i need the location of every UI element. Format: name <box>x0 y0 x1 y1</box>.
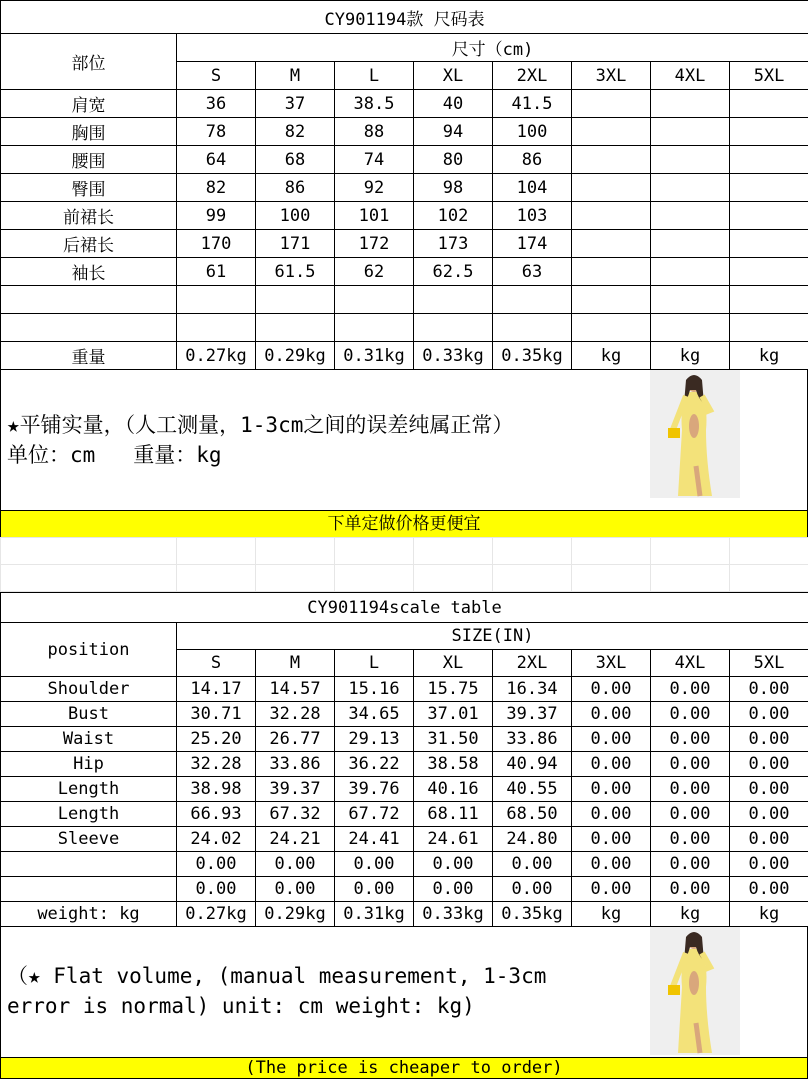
size-value-cell: 92 <box>335 174 414 202</box>
table-row <box>1 202 808 230</box>
size-unit-header: SIZE(IN) <box>177 623 808 650</box>
size-value-cell: 33.86 <box>256 752 335 777</box>
table-row <box>1 90 808 118</box>
size-value-cell: 63 <box>493 258 572 286</box>
size-value-cell: 101 <box>335 202 414 230</box>
size-value-cell <box>651 230 730 258</box>
table-row <box>1 827 808 852</box>
size-value-cell: 0.00 <box>572 677 651 702</box>
size-value-cell: 170 <box>177 230 256 258</box>
size-value-cell <box>730 258 808 286</box>
size-value-cell: 36.22 <box>335 752 414 777</box>
size-table-en <box>0 592 808 927</box>
size-chart-en <box>0 592 808 1079</box>
size-value-cell <box>256 286 335 314</box>
size-value-cell: 37.01 <box>414 702 493 727</box>
size-value-cell: 24.41 <box>335 827 414 852</box>
row-label: Bust <box>1 702 177 727</box>
size-value-cell: 0.00 <box>651 702 730 727</box>
table-title: CY901194款 尺码表 <box>1 1 808 34</box>
size-value-cell: 0.00 <box>256 877 335 902</box>
size-value-cell: 0.35kg <box>493 902 572 927</box>
product-photo <box>650 927 740 1055</box>
size-value-cell: 0.27kg <box>177 902 256 927</box>
size-value-cell: 40 <box>414 90 493 118</box>
size-value-cell <box>572 118 651 146</box>
size-value-cell: 26.77 <box>256 727 335 752</box>
size-value-cell: 0.00 <box>730 827 808 852</box>
size-value-cell <box>730 314 808 342</box>
row-label: Hip <box>1 752 177 777</box>
size-value-cell: 0.00 <box>256 852 335 877</box>
size-value-cell: 24.61 <box>414 827 493 852</box>
size-header: S <box>177 650 256 677</box>
size-value-cell: 0.29kg <box>256 342 335 370</box>
size-value-cell: 24.21 <box>256 827 335 852</box>
size-value-cell: 172 <box>335 230 414 258</box>
size-value-cell <box>651 258 730 286</box>
size-value-cell <box>572 230 651 258</box>
size-value-cell: 16.34 <box>493 677 572 702</box>
size-value-cell <box>572 286 651 314</box>
size-value-cell: 14.17 <box>177 677 256 702</box>
size-value-cell <box>651 286 730 314</box>
table-title: CY901194scale table <box>1 593 808 623</box>
table-row <box>1 314 808 342</box>
size-value-cell: 82 <box>256 118 335 146</box>
size-value-cell: 0.00 <box>335 852 414 877</box>
size-value-cell: 100 <box>256 202 335 230</box>
size-value-cell: 171 <box>256 230 335 258</box>
size-value-cell <box>651 314 730 342</box>
size-value-cell: 0.00 <box>177 877 256 902</box>
size-value-cell: 62.5 <box>414 258 493 286</box>
size-value-cell: 0.31kg <box>335 902 414 927</box>
size-value-cell: 0.00 <box>651 777 730 802</box>
size-value-cell <box>730 90 808 118</box>
table-row <box>1 877 808 902</box>
size-value-cell <box>730 202 808 230</box>
size-value-cell: 0.00 <box>572 727 651 752</box>
size-value-cell: 0.00 <box>730 752 808 777</box>
size-value-cell: 103 <box>493 202 572 230</box>
table-row <box>1 802 808 827</box>
row-label: 臀围 <box>1 174 177 202</box>
size-value-cell <box>651 146 730 174</box>
size-value-cell: 38.98 <box>177 777 256 802</box>
size-value-cell: 38.5 <box>335 90 414 118</box>
size-value-cell: 40.55 <box>493 777 572 802</box>
size-value-cell: 0.00 <box>730 702 808 727</box>
size-value-cell: 67.72 <box>335 802 414 827</box>
size-header: 4XL <box>651 62 730 90</box>
size-value-cell: 31.50 <box>414 727 493 752</box>
size-value-cell <box>493 286 572 314</box>
size-value-cell: 40.16 <box>414 777 493 802</box>
size-value-cell: 0.00 <box>651 802 730 827</box>
size-value-cell: 25.20 <box>177 727 256 752</box>
size-value-cell: 68.11 <box>414 802 493 827</box>
size-header: M <box>256 650 335 677</box>
size-value-cell: kg <box>572 342 651 370</box>
size-header: 2XL <box>493 650 572 677</box>
size-value-cell: 15.16 <box>335 677 414 702</box>
table-row <box>1 286 808 314</box>
size-value-cell <box>335 286 414 314</box>
size-header: L <box>335 650 414 677</box>
size-value-cell <box>730 230 808 258</box>
size-value-cell: 0.00 <box>572 802 651 827</box>
size-value-cell <box>572 90 651 118</box>
size-value-cell: 0.00 <box>414 877 493 902</box>
size-unit-header: 尺寸（cm) <box>177 34 808 62</box>
table-row <box>1 342 808 370</box>
table-row <box>1 174 808 202</box>
size-value-cell: 0.00 <box>572 827 651 852</box>
size-value-cell: 34.65 <box>335 702 414 727</box>
size-value-cell: 102 <box>414 202 493 230</box>
size-value-cell <box>493 314 572 342</box>
row-label: 后裙长 <box>1 230 177 258</box>
row-label: 袖长 <box>1 258 177 286</box>
size-value-cell: 88 <box>335 118 414 146</box>
size-value-cell: kg <box>651 902 730 927</box>
banner-cn: 下单定做价格更便宜 <box>0 510 808 538</box>
note-line-1: （★ Flat volume, (manual measurement, 1-3cm <box>7 964 547 988</box>
size-value-cell: 64 <box>177 146 256 174</box>
part-header: position <box>1 623 177 677</box>
row-label: Length <box>1 802 177 827</box>
size-value-cell <box>414 286 493 314</box>
size-value-cell <box>730 118 808 146</box>
size-value-cell: 24.02 <box>177 827 256 852</box>
size-value-cell <box>730 146 808 174</box>
row-label <box>1 286 177 314</box>
row-label <box>1 852 177 877</box>
size-value-cell <box>651 90 730 118</box>
table-row <box>1 258 808 286</box>
size-value-cell: 15.75 <box>414 677 493 702</box>
size-value-cell: 61 <box>177 258 256 286</box>
size-value-cell: 68 <box>256 146 335 174</box>
size-value-cell: 0.35kg <box>493 342 572 370</box>
size-header: 2XL <box>493 62 572 90</box>
size-header: 4XL <box>651 650 730 677</box>
size-value-cell: 0.00 <box>651 852 730 877</box>
size-value-cell: 0.00 <box>651 827 730 852</box>
size-value-cell <box>651 174 730 202</box>
size-value-cell: 174 <box>493 230 572 258</box>
size-value-cell: 94 <box>414 118 493 146</box>
row-label: 胸围 <box>1 118 177 146</box>
size-value-cell: 41.5 <box>493 90 572 118</box>
size-chart-cn <box>0 0 808 538</box>
size-value-cell: 0.27kg <box>177 342 256 370</box>
size-value-cell: 0.00 <box>572 852 651 877</box>
size-value-cell <box>730 174 808 202</box>
size-value-cell: 0.00 <box>572 702 651 727</box>
size-value-cell: 39.76 <box>335 777 414 802</box>
note-line-2: error is normal) unit: cm weight: kg) <box>7 994 475 1018</box>
row-label: weight: kg <box>1 902 177 927</box>
size-value-cell: 98 <box>414 174 493 202</box>
row-label <box>1 877 177 902</box>
size-value-cell: 0.00 <box>335 877 414 902</box>
size-value-cell <box>651 118 730 146</box>
note-line-2: 单位：cm 重量：kg <box>7 443 222 467</box>
size-value-cell: 0.00 <box>730 877 808 902</box>
size-value-cell: 0.00 <box>572 877 651 902</box>
size-value-cell: 0.00 <box>651 727 730 752</box>
size-value-cell <box>730 286 808 314</box>
size-value-cell: kg <box>651 342 730 370</box>
size-value-cell: kg <box>730 342 808 370</box>
size-value-cell: 0.31kg <box>335 342 414 370</box>
row-label <box>1 314 177 342</box>
size-header: M <box>256 62 335 90</box>
size-value-cell <box>414 314 493 342</box>
size-value-cell: 30.71 <box>177 702 256 727</box>
table-row <box>1 702 808 727</box>
table-row <box>1 752 808 777</box>
size-value-cell: 78 <box>177 118 256 146</box>
size-value-cell: 32.28 <box>177 752 256 777</box>
note-block-cn <box>0 370 808 510</box>
size-value-cell <box>256 314 335 342</box>
size-value-cell: 80 <box>414 146 493 174</box>
size-value-cell <box>177 314 256 342</box>
size-value-cell: 0.00 <box>730 802 808 827</box>
product-photo <box>650 370 740 498</box>
row-label: Length <box>1 777 177 802</box>
size-value-cell: 100 <box>493 118 572 146</box>
row-label: 前裙长 <box>1 202 177 230</box>
size-value-cell <box>572 314 651 342</box>
table-row <box>1 118 808 146</box>
size-header: 3XL <box>572 650 651 677</box>
size-value-cell: kg <box>730 902 808 927</box>
table-row <box>1 777 808 802</box>
spacer-grid <box>0 537 808 592</box>
size-value-cell: 0.00 <box>651 877 730 902</box>
size-header: 5XL <box>730 62 808 90</box>
size-header: XL <box>414 62 493 90</box>
note-block-en <box>0 927 808 1057</box>
size-value-cell: 104 <box>493 174 572 202</box>
size-header: XL <box>414 650 493 677</box>
size-value-cell: 0.00 <box>493 852 572 877</box>
table-row <box>1 230 808 258</box>
size-value-cell: 0.33kg <box>414 342 493 370</box>
size-value-cell: 40.94 <box>493 752 572 777</box>
size-value-cell: 173 <box>414 230 493 258</box>
size-value-cell <box>177 286 256 314</box>
size-value-cell: 33.86 <box>493 727 572 752</box>
size-value-cell: 74 <box>335 146 414 174</box>
size-value-cell <box>335 314 414 342</box>
size-value-cell: 24.80 <box>493 827 572 852</box>
table-row <box>1 902 808 927</box>
banner-en: (The price is cheaper to order) <box>0 1057 808 1079</box>
size-value-cell: 0.00 <box>414 852 493 877</box>
table-row <box>1 727 808 752</box>
row-label: 重量 <box>1 342 177 370</box>
size-value-cell: 0.33kg <box>414 902 493 927</box>
size-table-cn <box>0 0 808 370</box>
size-value-cell <box>651 202 730 230</box>
row-label: 肩宽 <box>1 90 177 118</box>
row-label: Waist <box>1 727 177 752</box>
size-value-cell: 39.37 <box>493 702 572 727</box>
size-value-cell: 0.00 <box>177 852 256 877</box>
size-value-cell: 0.00 <box>493 877 572 902</box>
size-value-cell <box>572 258 651 286</box>
size-value-cell: 0.00 <box>651 677 730 702</box>
table-row <box>1 852 808 877</box>
table-row <box>1 677 808 702</box>
size-value-cell: 0.00 <box>730 777 808 802</box>
size-value-cell: 0.00 <box>651 752 730 777</box>
size-header: 5XL <box>730 650 808 677</box>
size-value-cell: 0.00 <box>730 677 808 702</box>
row-label: Sleeve <box>1 827 177 852</box>
row-label: 腰围 <box>1 146 177 174</box>
size-value-cell: 0.00 <box>730 852 808 877</box>
size-value-cell: 62 <box>335 258 414 286</box>
size-value-cell: 99 <box>177 202 256 230</box>
size-value-cell: 37 <box>256 90 335 118</box>
part-header: 部位 <box>1 34 177 90</box>
size-value-cell: 68.50 <box>493 802 572 827</box>
size-value-cell <box>572 146 651 174</box>
size-header: 3XL <box>572 62 651 90</box>
table-row <box>1 146 808 174</box>
size-value-cell: 0.00 <box>730 727 808 752</box>
size-value-cell: 36 <box>177 90 256 118</box>
size-value-cell <box>572 202 651 230</box>
size-value-cell: 14.57 <box>256 677 335 702</box>
size-header: L <box>335 62 414 90</box>
size-value-cell <box>572 174 651 202</box>
size-header: S <box>177 62 256 90</box>
size-value-cell: 67.32 <box>256 802 335 827</box>
size-value-cell: 86 <box>493 146 572 174</box>
size-value-cell: 0.00 <box>572 752 651 777</box>
size-value-cell: 32.28 <box>256 702 335 727</box>
size-value-cell: 0.00 <box>572 777 651 802</box>
note-line-1: ★平铺实量，（人工测量，1-3cm之间的误差纯属正常） <box>7 413 514 437</box>
size-value-cell: 39.37 <box>256 777 335 802</box>
size-value-cell: 82 <box>177 174 256 202</box>
size-value-cell: 38.58 <box>414 752 493 777</box>
size-value-cell: 86 <box>256 174 335 202</box>
row-label: Shoulder <box>1 677 177 702</box>
size-value-cell: kg <box>572 902 651 927</box>
size-value-cell: 29.13 <box>335 727 414 752</box>
size-value-cell: 0.29kg <box>256 902 335 927</box>
size-value-cell: 66.93 <box>177 802 256 827</box>
size-value-cell: 61.5 <box>256 258 335 286</box>
